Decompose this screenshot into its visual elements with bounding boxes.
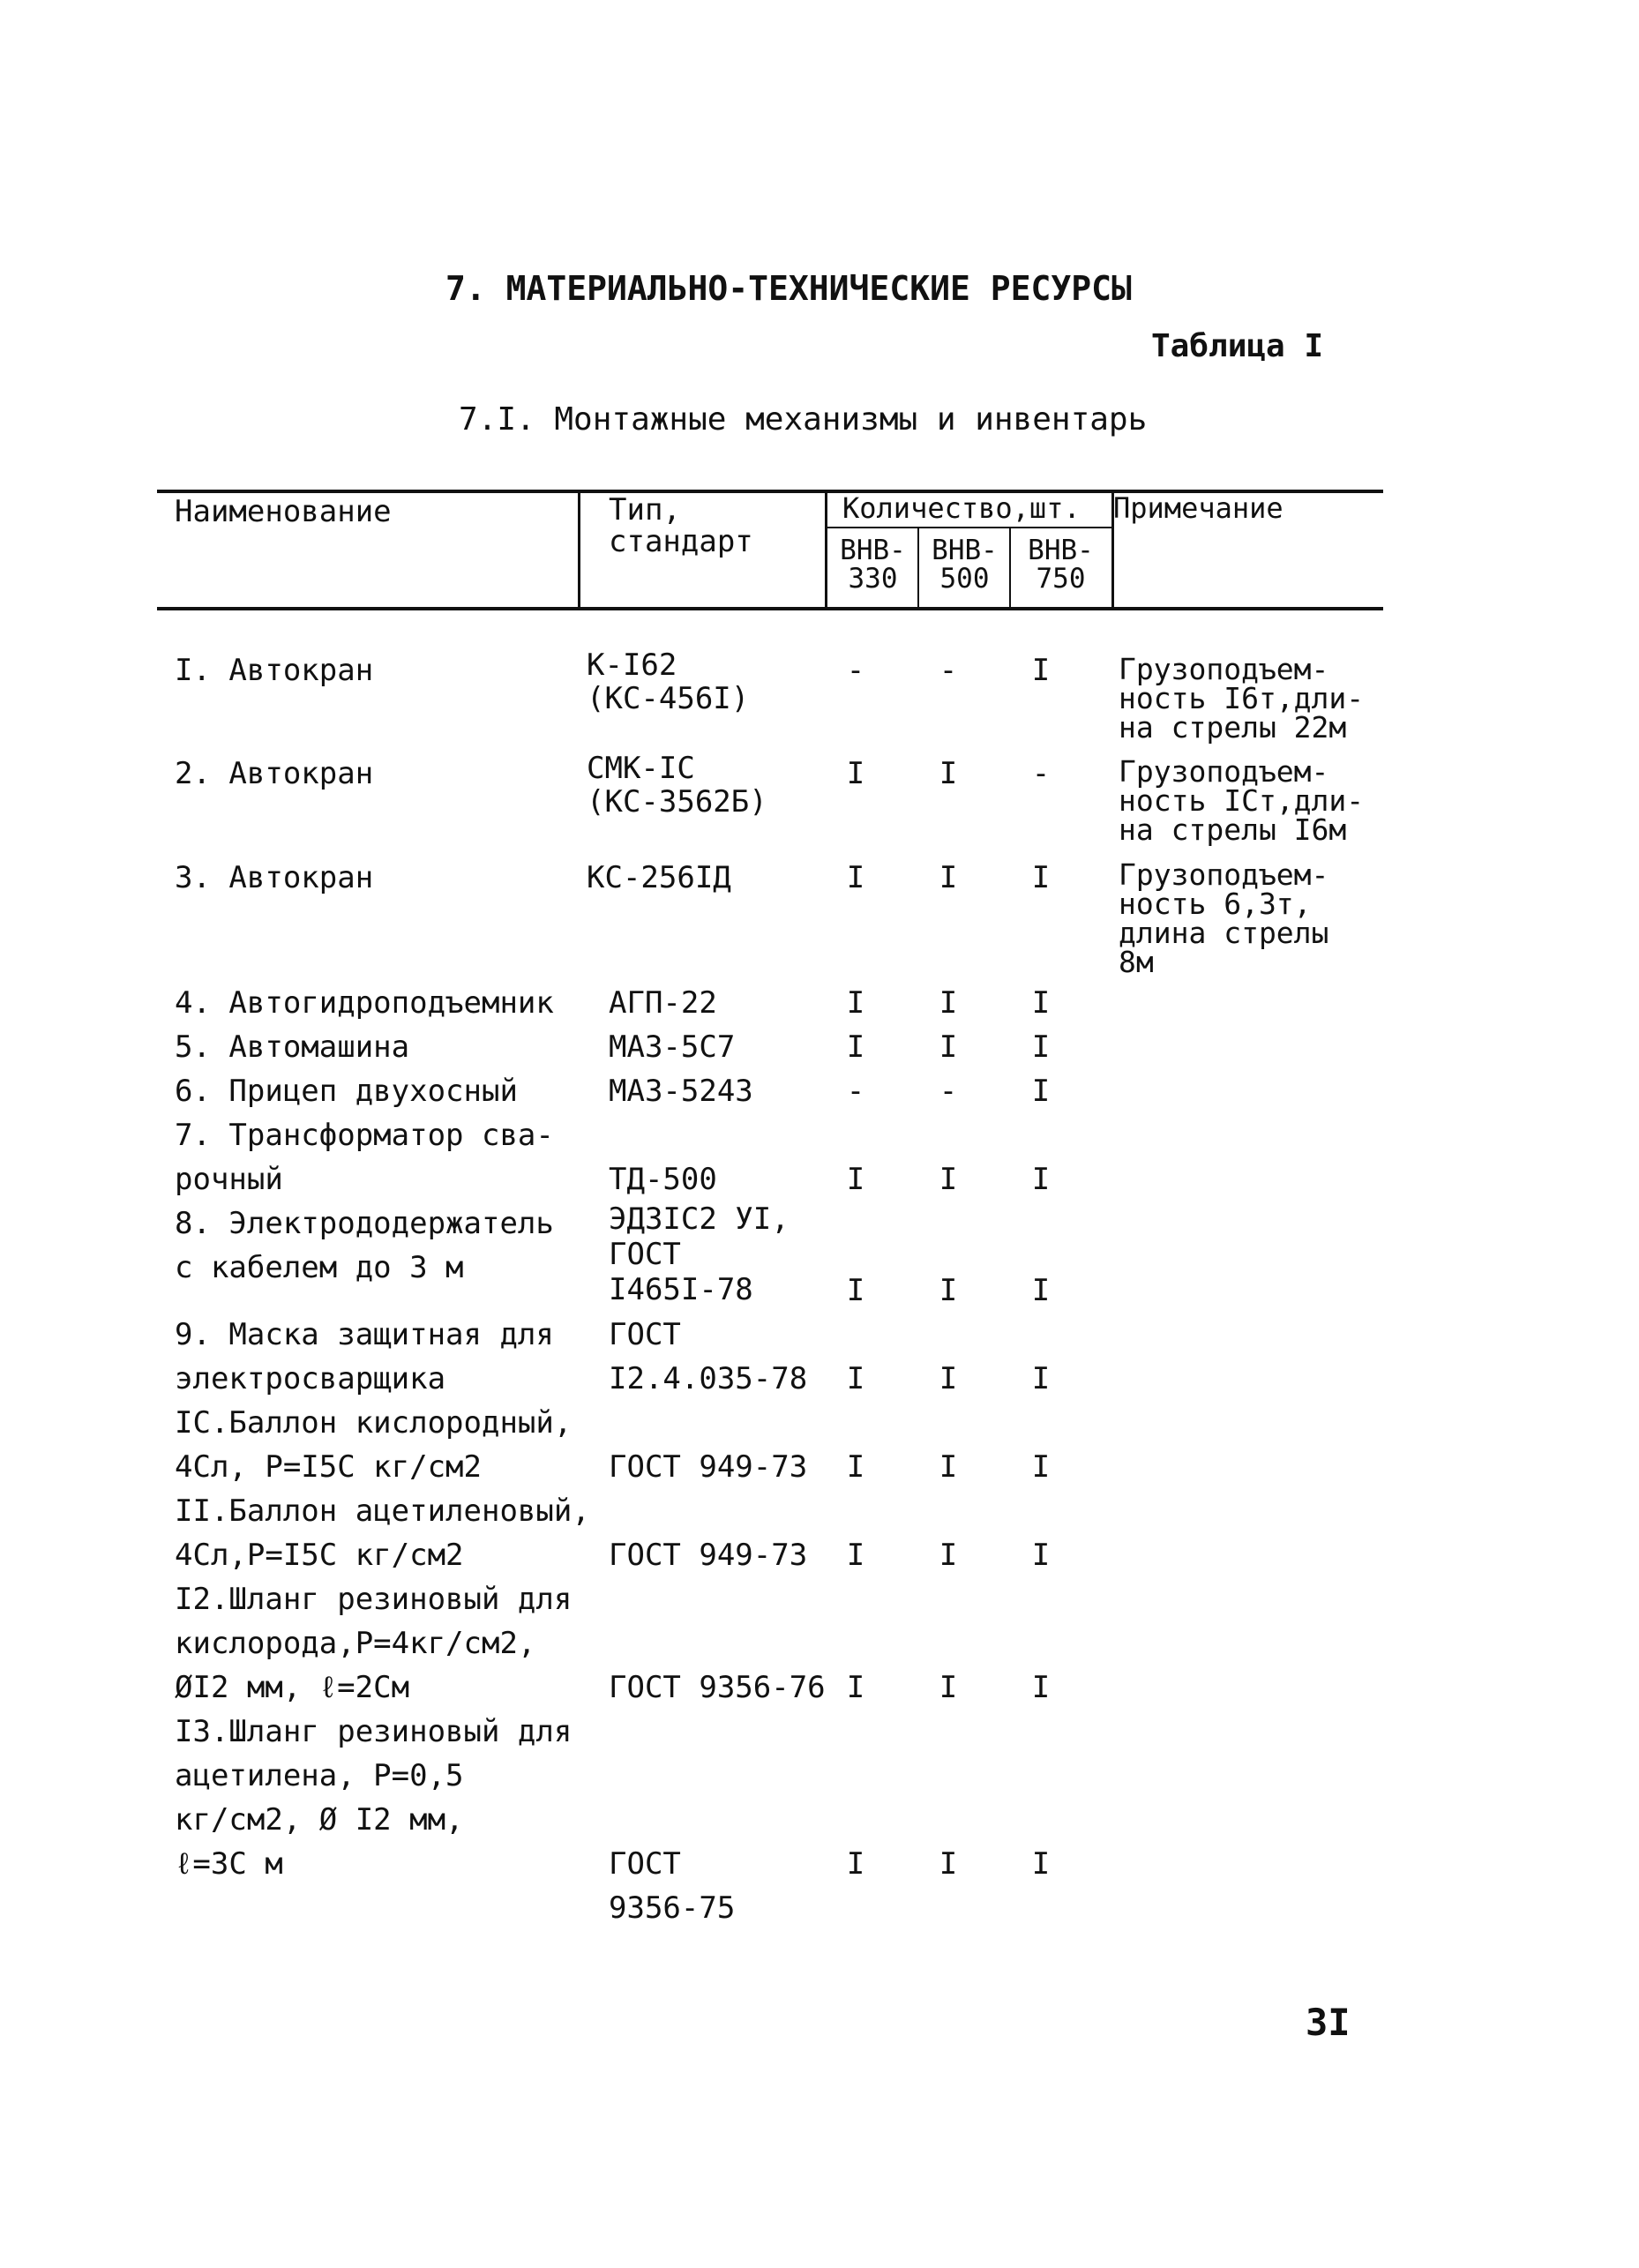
row-name: 9. Маска защитная для электросварщика <box>175 1317 554 1396</box>
row-name: II.Баллон ацетиленовый, 4Сл,Р=I5С кг/см2 <box>175 1493 590 1573</box>
row-qty-vnv500: I <box>939 860 958 895</box>
row-qty-vnv330: I <box>846 1361 865 1396</box>
row-type: СМК-IС (КС-3562Б) <box>587 751 767 820</box>
row-qty-vnv750: I <box>1031 1449 1051 1485</box>
row-qty-vnv330: I <box>846 860 865 895</box>
row-qty-vnv500: I <box>939 1361 958 1396</box>
row-qty-vnv330: I <box>846 1538 865 1573</box>
row-name: 3. Автокран <box>175 860 374 895</box>
row-name: 4. Автогидроподъемник <box>175 985 554 1021</box>
row-note: Грузоподъем- ность 6,3т, длина стрелы 8м <box>1119 857 1329 979</box>
row-qty-vnv500: I <box>939 756 958 791</box>
row-qty-vnv500: I <box>939 1273 958 1308</box>
column-divider-3 <box>917 527 919 609</box>
row-qty-vnv500: - <box>939 1074 958 1109</box>
row-qty-vnv500: I <box>939 1846 958 1882</box>
row-qty-vnv750: I <box>1031 1029 1051 1065</box>
row-type: ЭД3IС2 УI, ГОСТ I465I-78 <box>609 1201 790 1307</box>
row-qty-vnv500: I <box>939 1029 958 1065</box>
row-qty-vnv330: I <box>846 985 865 1021</box>
row-type: КС-256IД <box>587 860 731 895</box>
row-type: ГОСТ 949-73 <box>609 1538 808 1573</box>
header-col-vnv750: ВНВ- 750 <box>1028 535 1094 595</box>
row-name: 2. Автокран <box>175 756 374 791</box>
row-qty-vnv750: I <box>1031 653 1051 688</box>
row-qty-vnv750: I <box>1031 1074 1051 1109</box>
row-qty-vnv330: I <box>846 1029 865 1065</box>
header-quantity: Количество,шт. <box>842 491 1081 525</box>
row-type: ГОСТ I2.4.035-78 <box>609 1317 808 1396</box>
row-name: 5. Автомашина <box>175 1029 410 1065</box>
page-number: 3I <box>1306 2001 1351 2044</box>
row-qty-vnv750: I <box>1031 860 1051 895</box>
header-col-vnv330: ВНВ- 330 <box>840 535 906 595</box>
quantity-subheader-rule <box>825 527 1111 528</box>
row-qty-vnv330: I <box>846 1273 865 1308</box>
row-type: ГОСТ 949-73 <box>609 1449 808 1485</box>
row-name: 7. Трансформатор сва- рочный <box>175 1118 554 1197</box>
row-qty-vnv500: I <box>939 1449 958 1485</box>
row-type: ТД-500 <box>609 1162 717 1197</box>
row-type: ГОСТ 9356-76 <box>609 1670 826 1705</box>
table-label: Таблица I <box>1151 328 1324 364</box>
row-qty-vnv330: - <box>846 1074 865 1109</box>
row-type: МАЗ-5С7 <box>609 1029 736 1065</box>
header-col-vnv500: ВНВ- 500 <box>932 535 998 595</box>
row-qty-vnv330: I <box>846 1162 865 1197</box>
row-qty-vnv500: - <box>939 653 958 688</box>
row-qty-vnv500: I <box>939 985 958 1021</box>
row-name: I2.Шланг резиновый для кислорода,Р=4кг/см2, ØI2 мм, ℓ=2См <box>175 1582 573 1705</box>
row-type: ГОСТ 9356-75 <box>609 1846 736 1926</box>
row-type: К-I62 (КС-456I) <box>587 647 750 716</box>
row-qty-vnv750: I <box>1031 1162 1051 1197</box>
row-name: 6. Прицеп двухосный <box>175 1074 518 1109</box>
row-name: I3.Шланг резиновый для ацетилена, Р=0,5 кг/см2, Ø I2 мм, ℓ=3С м <box>175 1714 573 1882</box>
row-name: IС.Баллон кислородный, 4Сл, Р=I5С кг/см2 <box>175 1405 573 1485</box>
table-subtitle: 7.I. Монтажные механизмы и инвентарь <box>459 401 1148 438</box>
row-qty-vnv750: I <box>1031 1538 1051 1573</box>
row-qty-vnv330: I <box>846 1846 865 1882</box>
header-type: Тип, стандарт <box>609 492 753 559</box>
row-qty-vnv750: I <box>1031 1273 1051 1308</box>
row-qty-vnv750: I <box>1031 1361 1051 1396</box>
column-divider-2 <box>825 490 827 609</box>
row-qty-vnv750: I <box>1031 985 1051 1021</box>
row-type: АГП-22 <box>609 985 717 1021</box>
row-qty-vnv330: I <box>846 1670 865 1705</box>
row-qty-vnv330: I <box>846 756 865 791</box>
row-qty-vnv500: I <box>939 1538 958 1573</box>
row-name: 8. Электрододержатель с кабелем до 3 м <box>175 1206 554 1285</box>
row-type: МАЗ-5243 <box>609 1074 753 1109</box>
row-qty-vnv750: I <box>1031 1670 1051 1705</box>
header-name: Наименование <box>175 494 392 529</box>
row-qty-vnv500: I <box>939 1162 958 1197</box>
row-note: Грузоподъем- ность I6т,дли- на стрелы 22м <box>1119 652 1365 745</box>
row-name: I. Автокран <box>175 653 374 688</box>
row-note: Грузоподъем- ность IСт,дли- на стрелы I6м <box>1119 754 1365 847</box>
row-qty-vnv330: - <box>846 653 865 688</box>
column-divider-1 <box>578 490 580 609</box>
header-note: Примечание <box>1113 491 1284 525</box>
row-qty-vnv750: - <box>1031 756 1051 791</box>
section-title: 7. МАТЕРИАЛЬНО-ТЕХНИЧЕСКИЕ РЕСУРСЫ <box>445 269 1132 308</box>
column-divider-4 <box>1009 527 1011 609</box>
row-qty-vnv330: I <box>846 1449 865 1485</box>
row-qty-vnv500: I <box>939 1670 958 1705</box>
header-bottom-rule <box>157 607 1383 610</box>
row-qty-vnv750: I <box>1031 1846 1051 1882</box>
